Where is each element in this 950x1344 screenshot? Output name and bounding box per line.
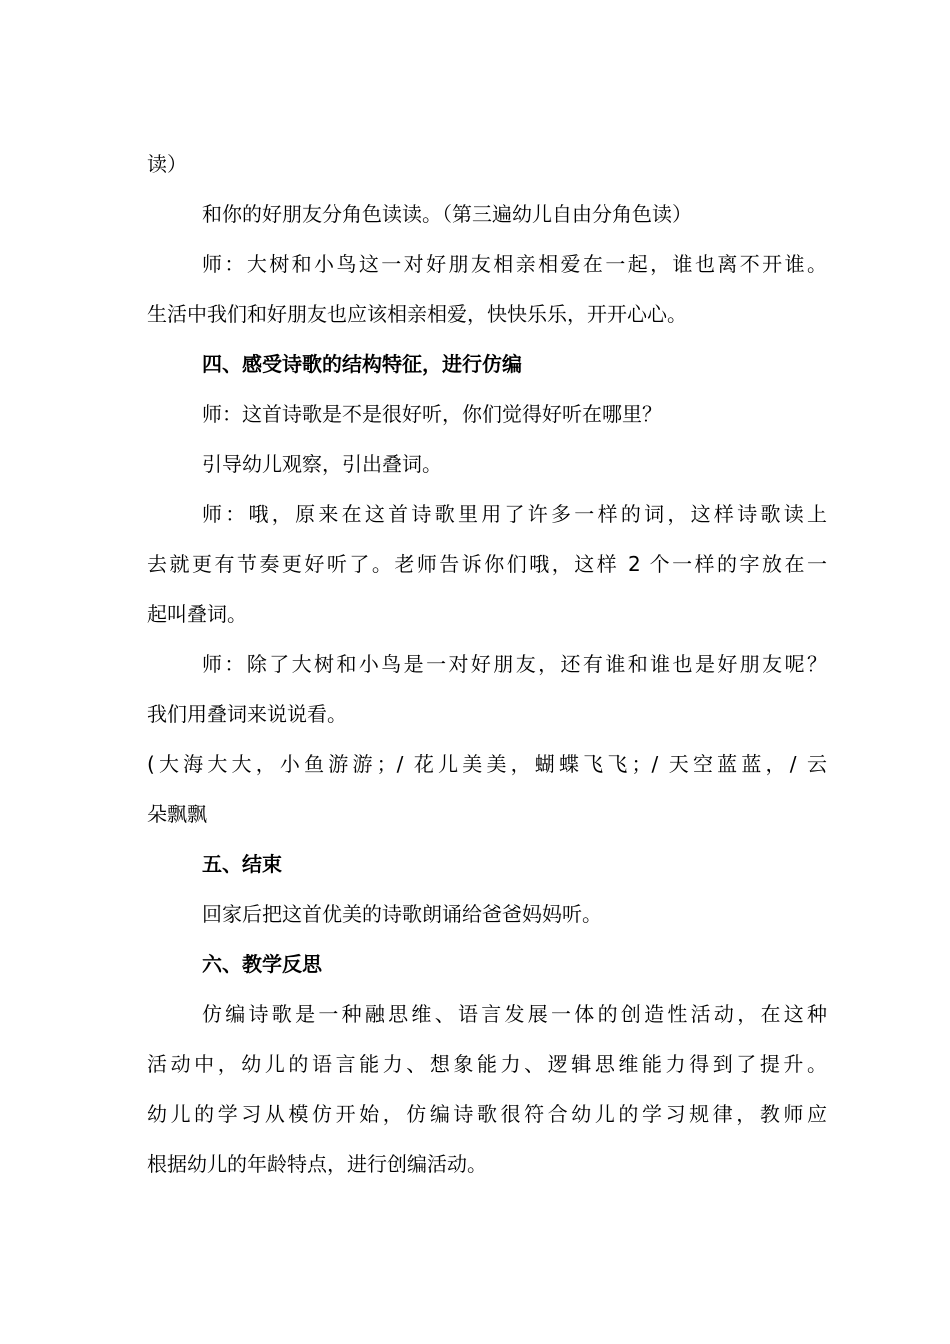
- text-line: 根据幼儿的年龄特点，进行创编活动。: [147, 1152, 487, 1176]
- text-line: 师：哦，原来在这首诗歌里用了许多一样的词，这样诗歌读上: [202, 502, 827, 526]
- text-line: 幼儿的学习从模仿开始，仿编诗歌很符合幼儿的学习规律，教师应: [147, 1102, 827, 1126]
- section-heading: 六、教学反思: [202, 952, 322, 976]
- text-line: 师：大树和小鸟这一对好朋友相亲相爱在一起，谁也离不开谁。: [202, 252, 827, 276]
- text-line: 活动中，幼儿的语言能力、想象能力、逻辑思维能力得到了提升。: [147, 1052, 827, 1076]
- text-line: 师：这首诗歌是不是很好听，你们觉得好听在哪里？: [202, 402, 662, 426]
- text-line: 和你的好朋友分角色读读。（第三遍幼儿自由分角色读）: [202, 202, 692, 226]
- text-line: 读）: [147, 152, 187, 176]
- text-line: 生活中我们和好朋友也应该相亲相爱，快快乐乐，开开心心。: [147, 302, 687, 326]
- text-line: 起叫叠词。: [147, 602, 247, 626]
- section-heading: 四、感受诗歌的结构特征，进行仿编: [202, 352, 522, 376]
- text-line: 朵飘飘: [147, 802, 207, 826]
- section-heading: 五、结束: [202, 852, 282, 876]
- text-line: 师：除了大树和小鸟是一对好朋友，还有谁和谁也是好朋友呢？: [202, 652, 827, 676]
- text-line: 引导幼儿观察，引出叠词。: [202, 452, 442, 476]
- text-line: 回家后把这首优美的诗歌朗诵给爸爸妈妈听。: [202, 902, 602, 926]
- text-line: 我们用叠词来说说看。: [147, 702, 347, 726]
- text-line: (大海大大，小鱼游游；/ 花儿美美，蝴蝶飞飞；/ 天空蓝蓝，/ 云: [147, 752, 827, 776]
- text-line: 仿编诗歌是一种融思维、语言发展一体的创造性活动，在这种: [202, 1002, 827, 1026]
- text-line: 去就更有节奏更好听了。老师告诉你们哦，这样 2 个一样的字放在一: [147, 552, 827, 576]
